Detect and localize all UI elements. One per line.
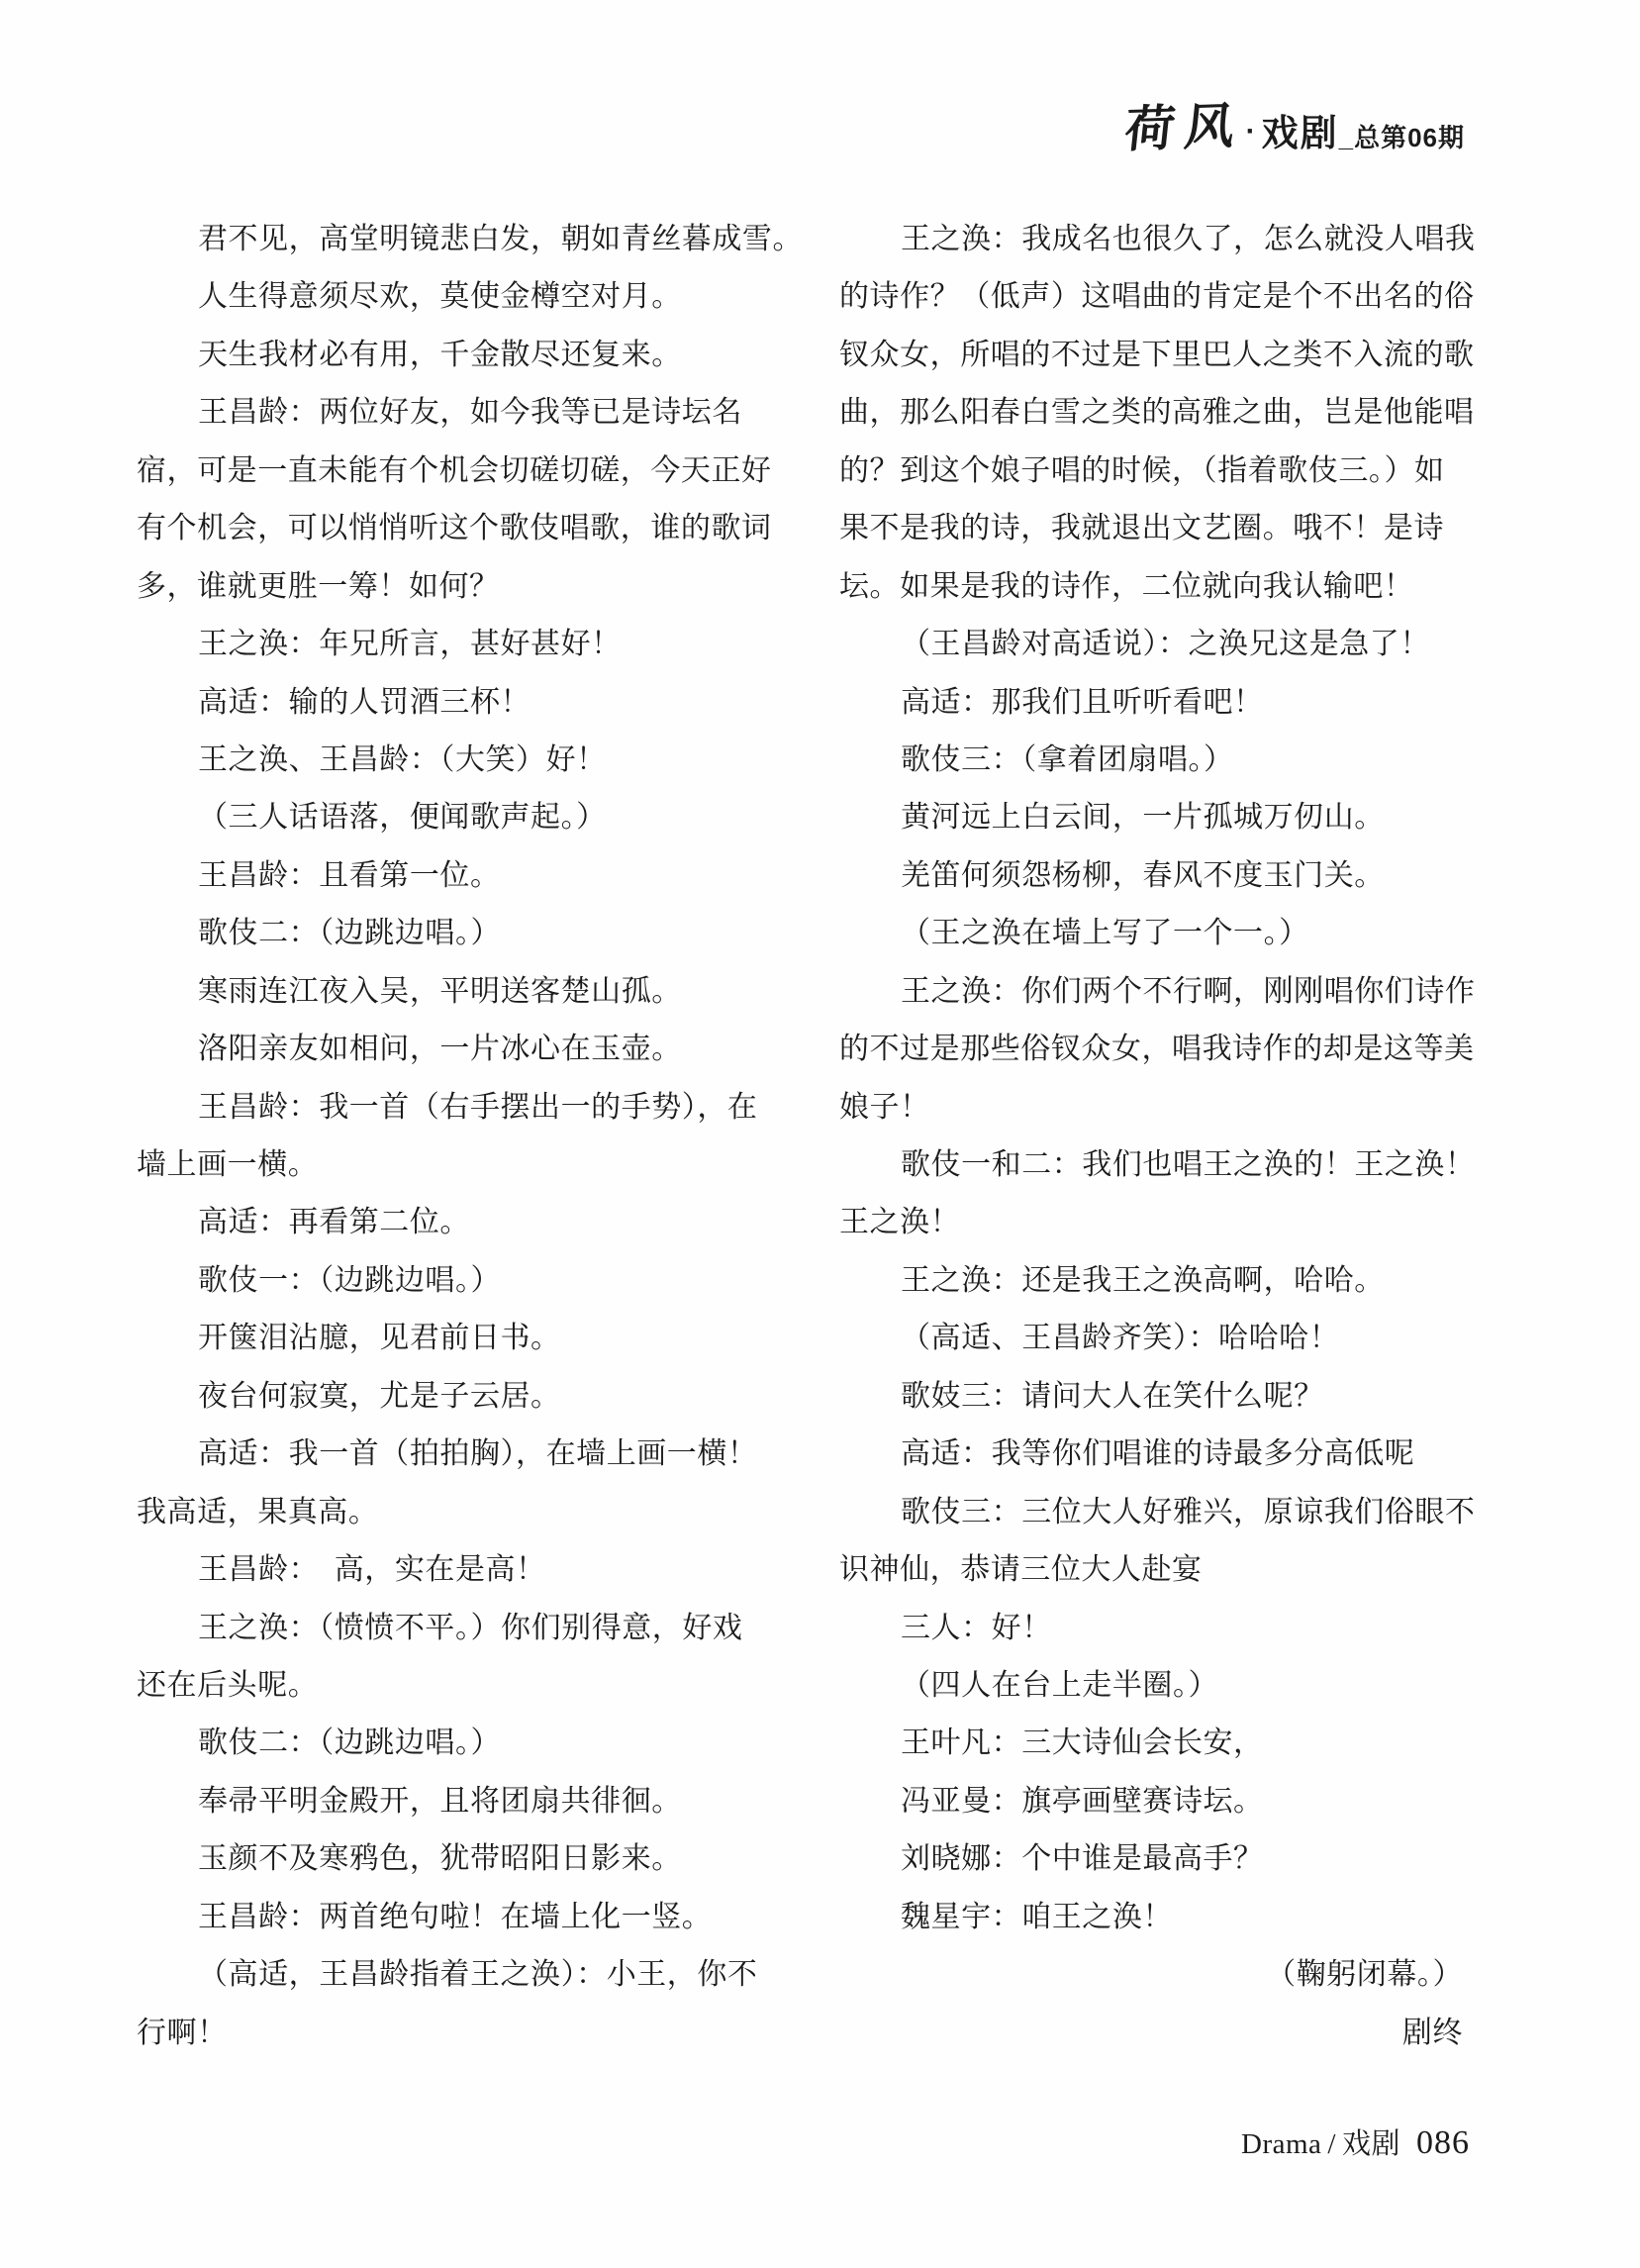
script-line: 王之涣：你们两个不行啊，刚刚唱你们诗作 — [901, 974, 1476, 1008]
script-line: 夜台何寂寞，尤是子云居。 — [198, 1379, 561, 1413]
script-line: 歌伎三：三位大人好雅兴，原谅我们俗眼不 — [901, 1495, 1476, 1528]
logo-drama-label: 戏剧 — [1261, 113, 1339, 153]
script-line: 君不见，高堂明镜悲白发，朝如青丝暮成雪。 — [198, 223, 803, 255]
script-line: 王之涣：（愤愤不平。）你们别得意，好戏 — [198, 1611, 743, 1644]
script-line: 天生我材必有用，千金散尽还复来。 — [198, 338, 682, 371]
script-line: 的不过是那些俗钗众女，唱我诗作的却是这等美 — [839, 1033, 1475, 1066]
script-line: 王之涣：我成名也很久了，怎么就没人唱我 — [901, 223, 1476, 255]
script-line: 王昌龄：我一首（右手摆出一的手势），在 — [198, 1090, 758, 1124]
page-footer — [1241, 2121, 1470, 2162]
script-line: 歌伎一：（边跳边唱。） — [198, 1263, 502, 1297]
script-line: 王之涣！ — [839, 1206, 961, 1239]
script-line: 洛阳亲友如相问，一片冰心在玉壶。 — [198, 1033, 682, 1066]
script-line: 魏星宇：咱王之涣！ — [901, 1900, 1173, 1933]
script-line: 剧终 — [1401, 2016, 1463, 2049]
script-line: 识神仙，恭请三位大人赴宴 — [839, 1553, 1203, 1587]
script-line: 王之涣：还是我王之涣高啊，哈哈。 — [901, 1263, 1385, 1297]
script-line: 行啊！ — [137, 2016, 228, 2049]
script-line: 宿，可是一直未能有个机会切磋切磋，今天正好 — [137, 453, 772, 487]
script-line: （高适，王昌龄指着王之涣）：小王，你不 — [198, 1958, 758, 1992]
magazine-header — [1121, 97, 1465, 158]
script-line: 三人：好！ — [901, 1611, 1052, 1644]
footer-drama-zh: 戏剧 — [1341, 2128, 1400, 2160]
script-line: 王昌龄：两位好友，如今我等已是诗坛名 — [198, 396, 742, 430]
script-line: 王昌龄：两首绝句啦！在墙上化一竖。 — [198, 1900, 713, 1933]
script-line: 寒雨连江夜入吴，平明送客楚山孤。 — [198, 974, 682, 1008]
script-column-left — [137, 211, 803, 2062]
script-line: 的诗作？（低声）这唱曲的肯定是个不出名的俗 — [839, 280, 1475, 314]
script-line: （王之涣在墙上写了一个一。） — [901, 917, 1309, 950]
script-line: 高适：那我们且听听看吧！ — [901, 685, 1264, 719]
script-line: 我高适，果真高。 — [137, 1495, 379, 1528]
script-line: 高适：输的人罚酒三杯！ — [198, 685, 531, 719]
logo-separator-dot: · — [1245, 115, 1256, 148]
script-line: 歌伎二：（边跳边唱。） — [198, 1726, 502, 1760]
script-line: 王叶凡：三大诗仙会长安， — [901, 1726, 1264, 1760]
script-line: （三人话语落，便闻歌声起。） — [198, 801, 607, 835]
script-line: 钗众女，所唱的不过是下里巴人之类不入流的歌 — [839, 338, 1475, 371]
script-line: 羌笛何须怨杨柳，春风不度玉门关。 — [901, 858, 1385, 892]
script-line: 高适：我等你们唱谁的诗最多分高低呢 — [901, 1437, 1415, 1471]
script-line: （鞠躬闭幕。） — [1266, 1958, 1463, 1992]
script-line: （王昌龄对高适说）：之涣兄这是急了！ — [901, 628, 1430, 661]
footer-page-number: 086 — [1416, 2124, 1470, 2161]
script-line: 果不是我的诗，我就退出文艺圈。哦不！是诗 — [839, 512, 1444, 545]
script-column-right — [839, 211, 1475, 2062]
script-line: 多，谁就更胜一筹！如何？ — [137, 569, 500, 603]
script-line: 奉帚平明金殿开，且将团扇共徘徊。 — [198, 1784, 682, 1818]
issue-label: _总第06期 — [1338, 123, 1465, 152]
logo-hefeng-script: 荷风 — [1121, 97, 1247, 158]
script-line: 王之涣、王昌龄：（大笑）好！ — [198, 742, 607, 776]
script-line: 歌伎三：（拿着团扇唱。） — [901, 742, 1234, 776]
script-line: （四人在台上走半圈。） — [901, 1668, 1219, 1702]
script-line: 王之涣：年兄所言，甚好甚好！ — [198, 628, 622, 661]
footer-drama-en: Drama — [1241, 2128, 1322, 2160]
script-line: 刘晓娜：个中谁是最高手？ — [901, 1842, 1264, 1876]
script-line: 歌伎二：（边跳边唱。） — [198, 917, 502, 950]
script-line: 还在后头呢。 — [137, 1668, 319, 1702]
script-line: 人生得意须尽欢，莫使金樽空对月。 — [198, 280, 682, 314]
script-line: 歌伎一和二：我们也唱王之涣的！王之涣！ — [901, 1148, 1476, 1181]
script-line: 开箧泪沾臆，见君前日书。 — [198, 1322, 561, 1355]
script-line: 歌妓三：请问大人在笑什么呢？ — [901, 1379, 1324, 1413]
script-line: 娘子！ — [839, 1090, 930, 1124]
script-line: 冯亚曼：旗亭画壁赛诗坛。 — [901, 1784, 1264, 1818]
script-line: 王昌龄：且看第一位。 — [198, 858, 501, 892]
script-line: （高适、王昌龄齐笑）：哈哈哈！ — [901, 1322, 1340, 1355]
script-line: 有个机会，可以悄悄听这个歌伎唱歌，谁的歌词 — [137, 512, 772, 545]
script-line: 黄河远上白云间，一片孤城万仞山。 — [901, 801, 1385, 835]
script-line: 墙上画一横。 — [137, 1148, 319, 1181]
script-line: 坛。如果是我的诗作，二位就向我认输吧！ — [839, 569, 1414, 603]
script-line: 的？到这个娘子唱的时候，（指着歌伎三。）如 — [839, 453, 1445, 487]
script-line: 高适：我一首（拍拍胸），在墙上画一横！ — [198, 1437, 758, 1471]
script-line: 玉颜不及寒鸦色，犹带昭阳日影来。 — [198, 1842, 682, 1876]
script-line: 王昌龄： 高，实在是高！ — [198, 1553, 546, 1587]
script-line: 曲，那么阳春白雪之类的高雅之曲，岂是他能唱 — [839, 396, 1475, 430]
footer-slash: / — [1327, 2128, 1336, 2160]
script-line: 高适：再看第二位。 — [198, 1206, 470, 1239]
